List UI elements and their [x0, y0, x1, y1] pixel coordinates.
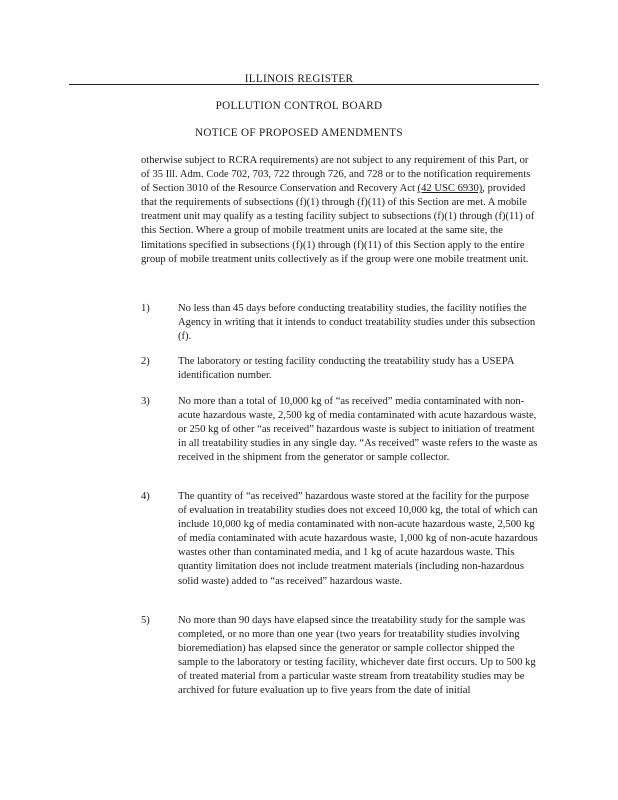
intro-paragraph [141, 154, 539, 267]
intro-text-after: , provided that the requirements of subsections (f)(1) through (f)(11) of this Section are met. A mobile treatment unit may qualify as a testing facility subject to subsections (f)(1) through (f)(11) of this Section. Where a group of mobile treatment units are located at the same site, the limitations specified in subsections (f)(1) through (f)(11) of this Section apply to the entire group of mobile treatment units collectively as if the group were one mobile treatment unit. [141, 183, 535, 265]
item-text: The laboratory or testing facility conducting the treatability study has a USEPA identification number. [178, 356, 514, 382]
board-title: POLLUTION CONTROL BOARD [215, 100, 383, 112]
item-number: 5) [141, 615, 150, 626]
item-text: No more than a total of 10,000 kg of “as received” media contaminated with non-acute hazardous waste, 2,500 kg of media contaminated with acute hazardous waste, or 250 kg of other “as received” hazardous waste is subject to initiation of treatment in all treatability studies in any single day. “As received” waste refers to the waste as received in the shipment from the generator or sample collector. [178, 396, 538, 464]
intro-text-before: otherwise subject to RCRA requirements) are not subject to any requirement of this Part, or of 35 Ill. Adm. Code 702, 703, 722 through 726, and 728 or to the notification requirements of Section 3010 of the Resource Conservation and Recovery Act [141, 155, 531, 195]
item-number: 2) [141, 356, 150, 367]
item-number: 1) [141, 303, 150, 314]
item-number: 4) [141, 491, 150, 502]
intro-citation: (42 USC 6930) [417, 183, 483, 195]
register-title: ILLINOIS REGISTER [244, 73, 354, 85]
notice-title: NOTICE OF PROPOSED AMENDMENTS [195, 127, 403, 139]
item-number: 3) [141, 396, 150, 407]
item-text: No less than 45 days before conducting treatability studies, the facility notifies the Agency in writing that it intends to conduct treatability studies under this subsection (f). [178, 303, 536, 343]
item-text: The quantity of “as received” hazardous waste stored at the facility for the purpose of evaluation in treatability studies does not exceed 10,000 kg, the total of which can include 10,000 kg of media contaminated with non-acute hazardous waste, 2,500 kg of media contaminated with acute hazardous waste, 1,000 kg of non-acute hazardous wastes other than contaminated media, and 1 kg of acute hazardous waste. This quantity limitation does not include treatment materials (including non-hazardous solid waste) added to “as received” hazardous waste. [178, 491, 538, 587]
item-text: No more than 90 days have elapsed since the treatability study for the sample was completed, or no more than one year (two years for treatability studies involving bioremediation) has elapsed since the generator or sample collector shipped the sample to the laboratory or testing facility, whichever date first occurs. Up to 500 kg of treated material from a particular waste stream from treatability studies may be archived for future evaluation up to five years from the date of initial [178, 615, 536, 697]
